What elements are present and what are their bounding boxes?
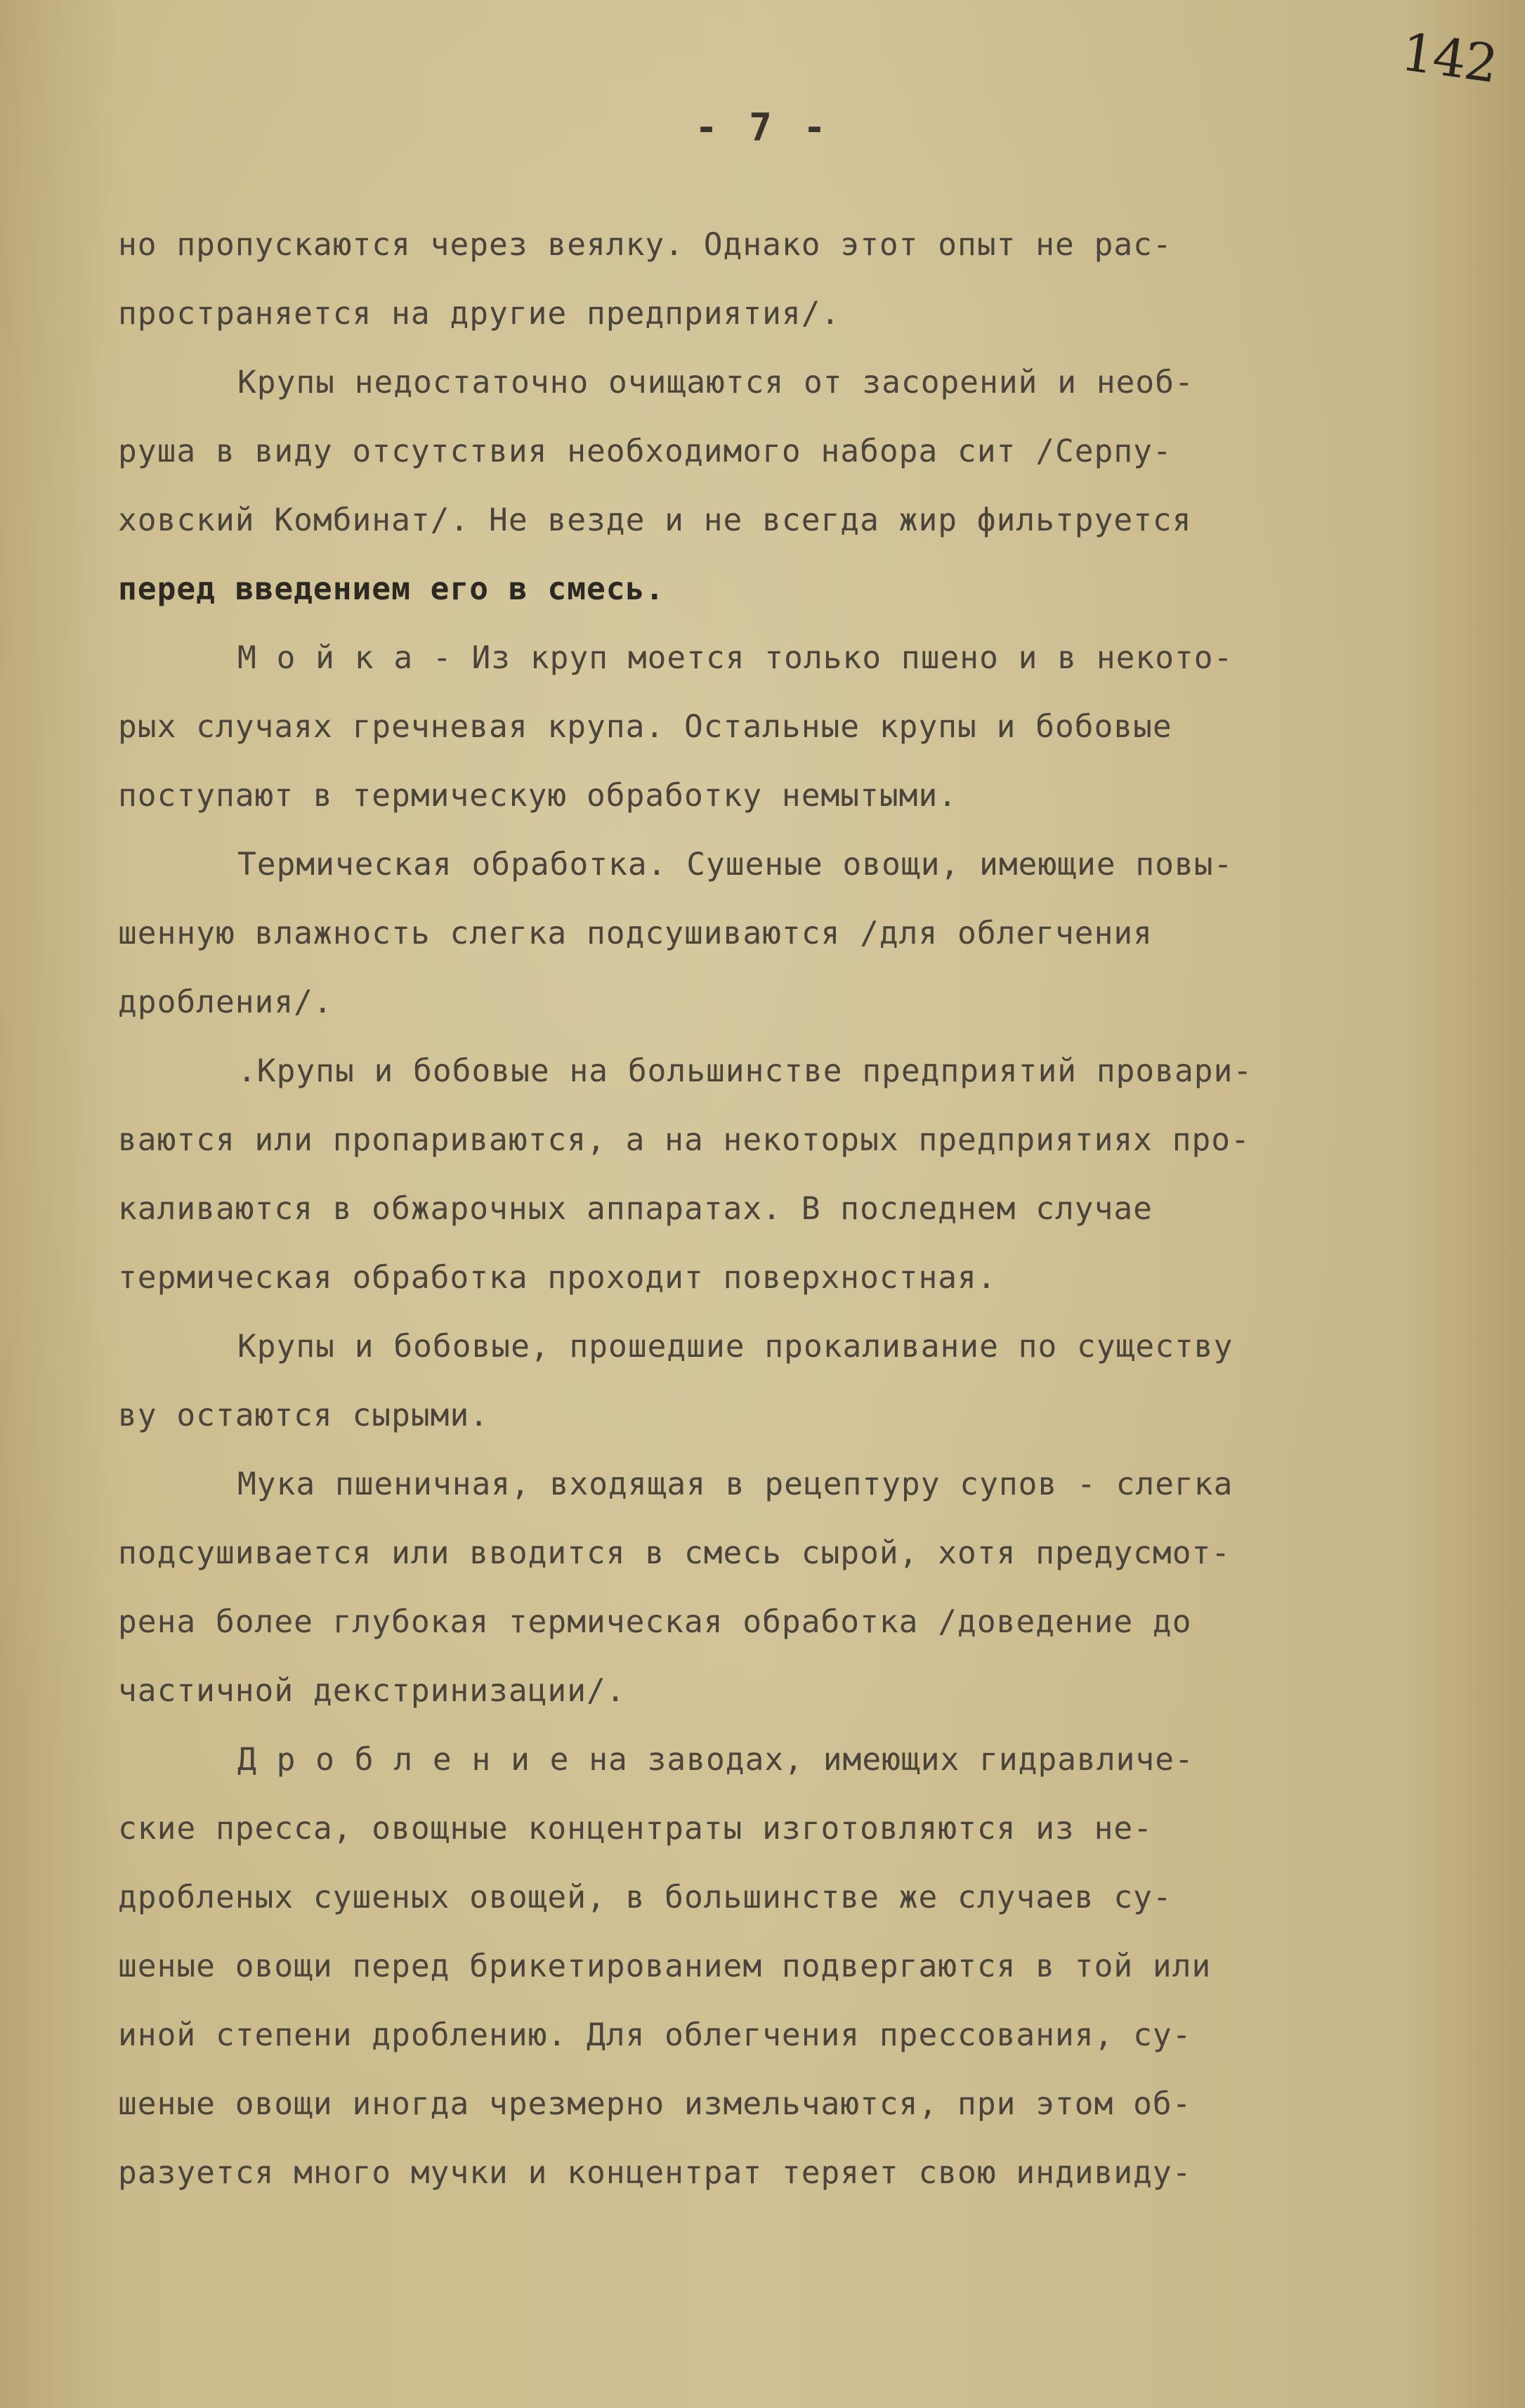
- text-line: поступают в термическую обработку немытыми.: [118, 778, 958, 814]
- document-body: [118, 211, 1467, 2208]
- text-line: ховский Комбинат/. Не везде и не всегда жир фильтруется: [118, 502, 1192, 538]
- text-line: разуется много мучки и концентрат теряет свою индивиду-: [118, 2155, 1192, 2191]
- text-line: ву остаются сырыми.: [118, 1398, 490, 1433]
- text-line: Крупы недостаточно очищаются от засорений и необ-: [237, 365, 1194, 401]
- text-line: ваются или пропариваются, а на некоторых предприятиях про-: [118, 1122, 1250, 1158]
- page-header: - 7 -: [695, 105, 830, 150]
- text-line: частичной декстринизации/.: [118, 1673, 626, 1709]
- text-line: иной степени дроблению. Для облегчения прессования, су-: [118, 2017, 1192, 2053]
- text-line: Крупы и бобовые, прошедшие прокаливание по существу: [237, 1329, 1233, 1365]
- text-line: термическая обработка проходит поверхностная.: [118, 1260, 997, 1296]
- text-line: рена более глубокая термическая обработка /доведение до: [118, 1604, 1192, 1640]
- text-line: перед введением его в смесь.: [118, 571, 665, 607]
- text-line: пространяется на другие предприятия/.: [118, 296, 841, 332]
- section-heading-line: Д р о б л е н и е на заводах, имеющих гидравличе-: [237, 1742, 1194, 1778]
- section-heading-line: Термическая обработка. Сушеные овощи, имеющие повы-: [237, 847, 1233, 883]
- text-line: подсушивается или вводится в смесь сырой, хотя предусмот-: [118, 1535, 1231, 1571]
- text-line: шеные овощи иногда чрезмерно измельчаются, при этом об-: [118, 2086, 1192, 2122]
- text-line: дробления/.: [118, 984, 333, 1020]
- text-line: но пропускаются через веялку. Однако этот опыт не рас-: [118, 227, 1172, 263]
- text-line: .Крупы и бобовые на большинстве предприятий провари-: [237, 1053, 1253, 1089]
- text-line: рых случаях гречневая крупа. Остальные крупы и бобовые: [118, 709, 1172, 745]
- text-line: ские пресса, овощные концентраты изготовляются из не-: [118, 1811, 1153, 1847]
- text-line: дробленых сушеных овощей, в большинстве же случаев су-: [118, 1880, 1172, 1915]
- text-line: шеные овощи перед брикетированием подвергаются в той или: [118, 1948, 1212, 1984]
- section-heading-line: М о й к а - Из круп моется только пшено и в некото-: [237, 640, 1233, 676]
- text-line: Мука пшеничная, входящая в рецептуру супов - слегка: [237, 1466, 1233, 1502]
- text-line: каливаются в обжарочных аппаратах. В последнем случае: [118, 1191, 1153, 1227]
- text-line: руша в виду отсутствия необходимого набора сит /Серпу-: [118, 434, 1172, 469]
- text-line: шенную влажность слегка подсушиваются /для облегчения: [118, 916, 1153, 951]
- archive-page-number: 142: [1397, 22, 1500, 95]
